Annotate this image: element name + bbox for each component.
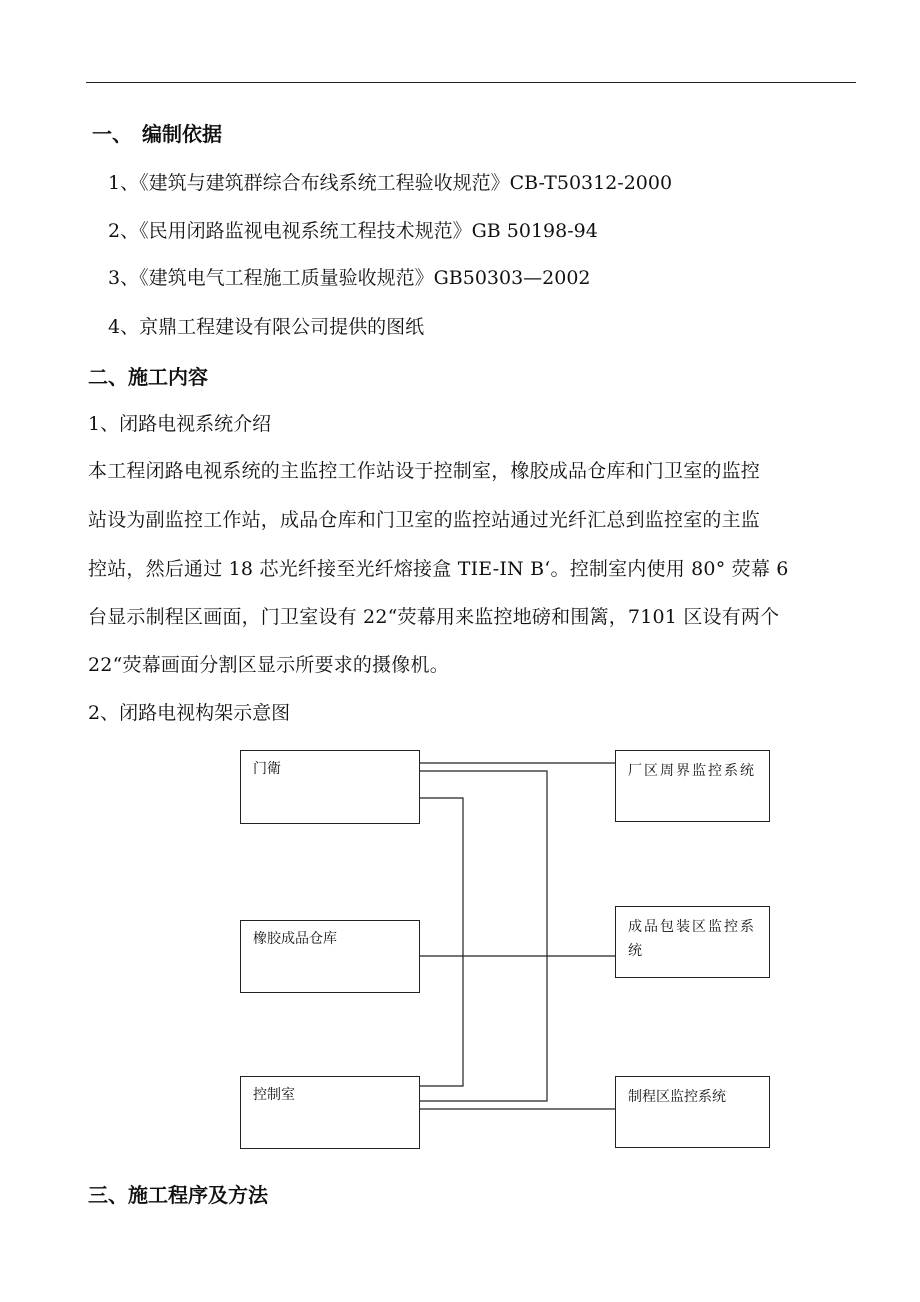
reference-item-3: 3、《建筑电气工程施工质量验收规范》GB50303—2002 [108,267,591,289]
gate-label: 门衛 [253,761,281,777]
packaging-monitoring-label: 成品包装区监控系统 [628,919,756,959]
reference-item-2: 2、《民用闭路监视电视系统工程技术规范》GB 50198-94 [108,220,598,242]
gate-box [240,750,420,824]
warehouse-label: 橡胶成品仓库 [253,931,337,947]
warehouse-box [240,920,420,993]
control-room-label: 控制室 [253,1087,295,1103]
reference-item-4: 4、京鼎工程建设有限公司提供的图纸 [108,316,425,338]
perimeter-monitoring-box [615,750,770,822]
paragraph-line-1: 本工程闭路电视系统的主监控工作站设于控制室，橡胶成品仓库和门卫室的监控 [88,460,761,482]
process-monitoring-label: 制程区监控系统 [628,1089,726,1105]
reference-item-1: 1、《建筑与建筑群综合布线系统工程验收规范》CB-T50312-2000 [108,172,673,194]
control-room-box [240,1076,420,1149]
section2-title: 二、施工内容 [88,365,208,389]
packaging-monitoring-box [615,906,770,978]
paragraph-line-3: 控站，然后通过 18 芯光纤接至光纤熔接盒 TIE-IN B‘。控制室内使用 80° 荧幕 6 [88,558,789,580]
process-monitoring-box [615,1076,770,1148]
paragraph-line-2: 站设为副监控工作站，成品仓库和门卫室的监控站通过光纤汇总到监控室的主监 [88,509,761,531]
subsection-1-title: 1、闭路电视系统介绍 [88,413,272,435]
paragraph-line-4: 台显示制程区画面，门卫室设有 22“荧幕用来监控地磅和围篱，7101 区设有两个 [88,606,780,628]
perimeter-monitoring-label: 厂区周界监控系统 [628,763,756,779]
section3-title: 三、施工程序及方法 [88,1183,268,1207]
paragraph-line-5: 22“荧幕画面分割区显示所要求的摄像机。 [88,654,449,676]
subsection-2-title: 2、闭路电视构架示意图 [88,702,291,724]
section1-title: 一、 编制依据 [92,122,222,146]
